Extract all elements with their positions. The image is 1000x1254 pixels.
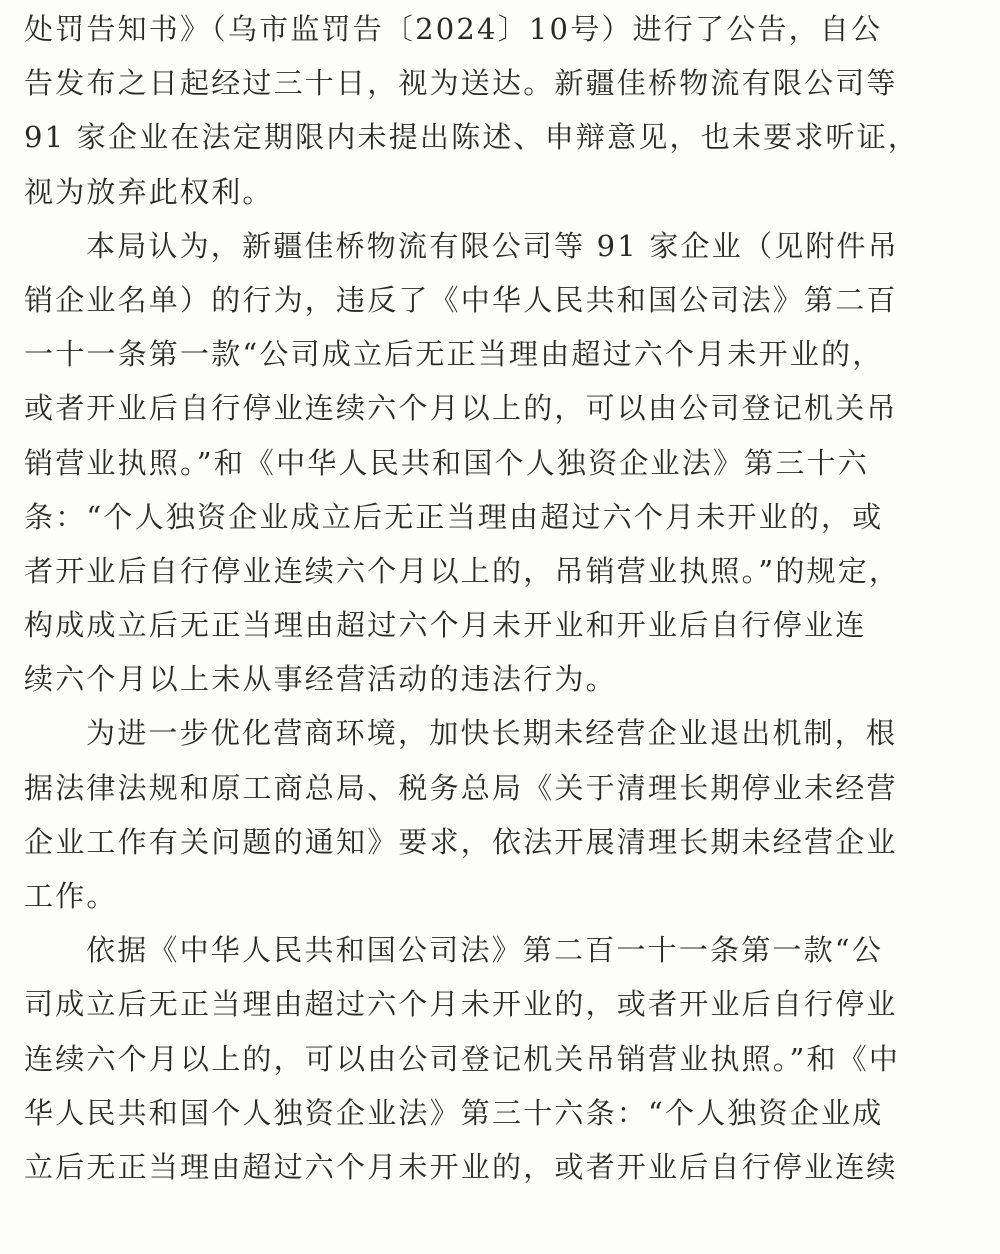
text-line: 者开业后自行停业连续六个月以上的，吊销营业执照。”的规定，	[24, 553, 901, 588]
text-line: 条：“个人独资企业成立后无正当理由超过六个月未开业的，或	[24, 499, 884, 534]
text-line: 销营业执照。”和《中华人民共和国个人独资企业法》第三十六	[24, 445, 869, 480]
text-line: 91 家企业在法定期限内未提出陈述、申辩意见，也未要求听证，	[24, 120, 920, 155]
text-line: 企业工作有关问题的通知》要求，依法开展清理长期未经营企业	[24, 824, 898, 859]
paragraph-start-line: 为进一步优化营商环境，加快长期未经营企业退出机制，根	[86, 716, 898, 751]
text-line: 视为放弃此权利。	[24, 174, 274, 209]
paragraph-start-line: 本局认为，新疆佳桥物流有限公司等 91 家企业（见附件吊	[86, 228, 899, 263]
text-line: 一十一条第一款“公司成立后无正当理由超过六个月未开业的，	[24, 337, 884, 372]
document-body	[24, 2, 924, 1194]
text-line: 立后无正当理由超过六个月未开业的，或者开业后自行停业连续	[24, 1149, 898, 1184]
text-line: 司成立后无正当理由超过六个月未开业的，或者开业后自行停业	[24, 987, 898, 1022]
text-line: 构成成立后无正当理由超过六个月未开业和开业后自行停业连	[24, 608, 867, 643]
text-line: 工作。	[24, 879, 118, 913]
text-line: 华人民共和国个人独资企业法》第三十六条：“个人独资企业成	[24, 1095, 884, 1130]
text-line: 或者开业后自行停业连续六个月以上的，可以由公司登记机关吊	[24, 391, 898, 426]
paragraph-start-line: 依据《中华人民共和国公司法》第二百一十一条第一款“公	[86, 933, 884, 968]
text-line: 处罚告知书》（乌市监罚告〔2024〕10号）进行了公告，自公	[24, 12, 883, 46]
text-line: 告发布之日起经过三十日，视为送达。新疆佳桥物流有限公司等	[24, 66, 898, 101]
text-line: 据法律法规和原工商总局、税务总局《关于清理长期停业未经营	[24, 770, 898, 805]
text-line: 连续六个月以上的，可以由公司登记机关吊销营业执照。”和《中	[24, 1041, 901, 1076]
text-line: 销企业名单）的行为，违反了《中华人民共和国公司法》第二百	[24, 282, 898, 317]
text-line: 续六个月以上未从事经营活动的违法行为。	[24, 662, 617, 697]
